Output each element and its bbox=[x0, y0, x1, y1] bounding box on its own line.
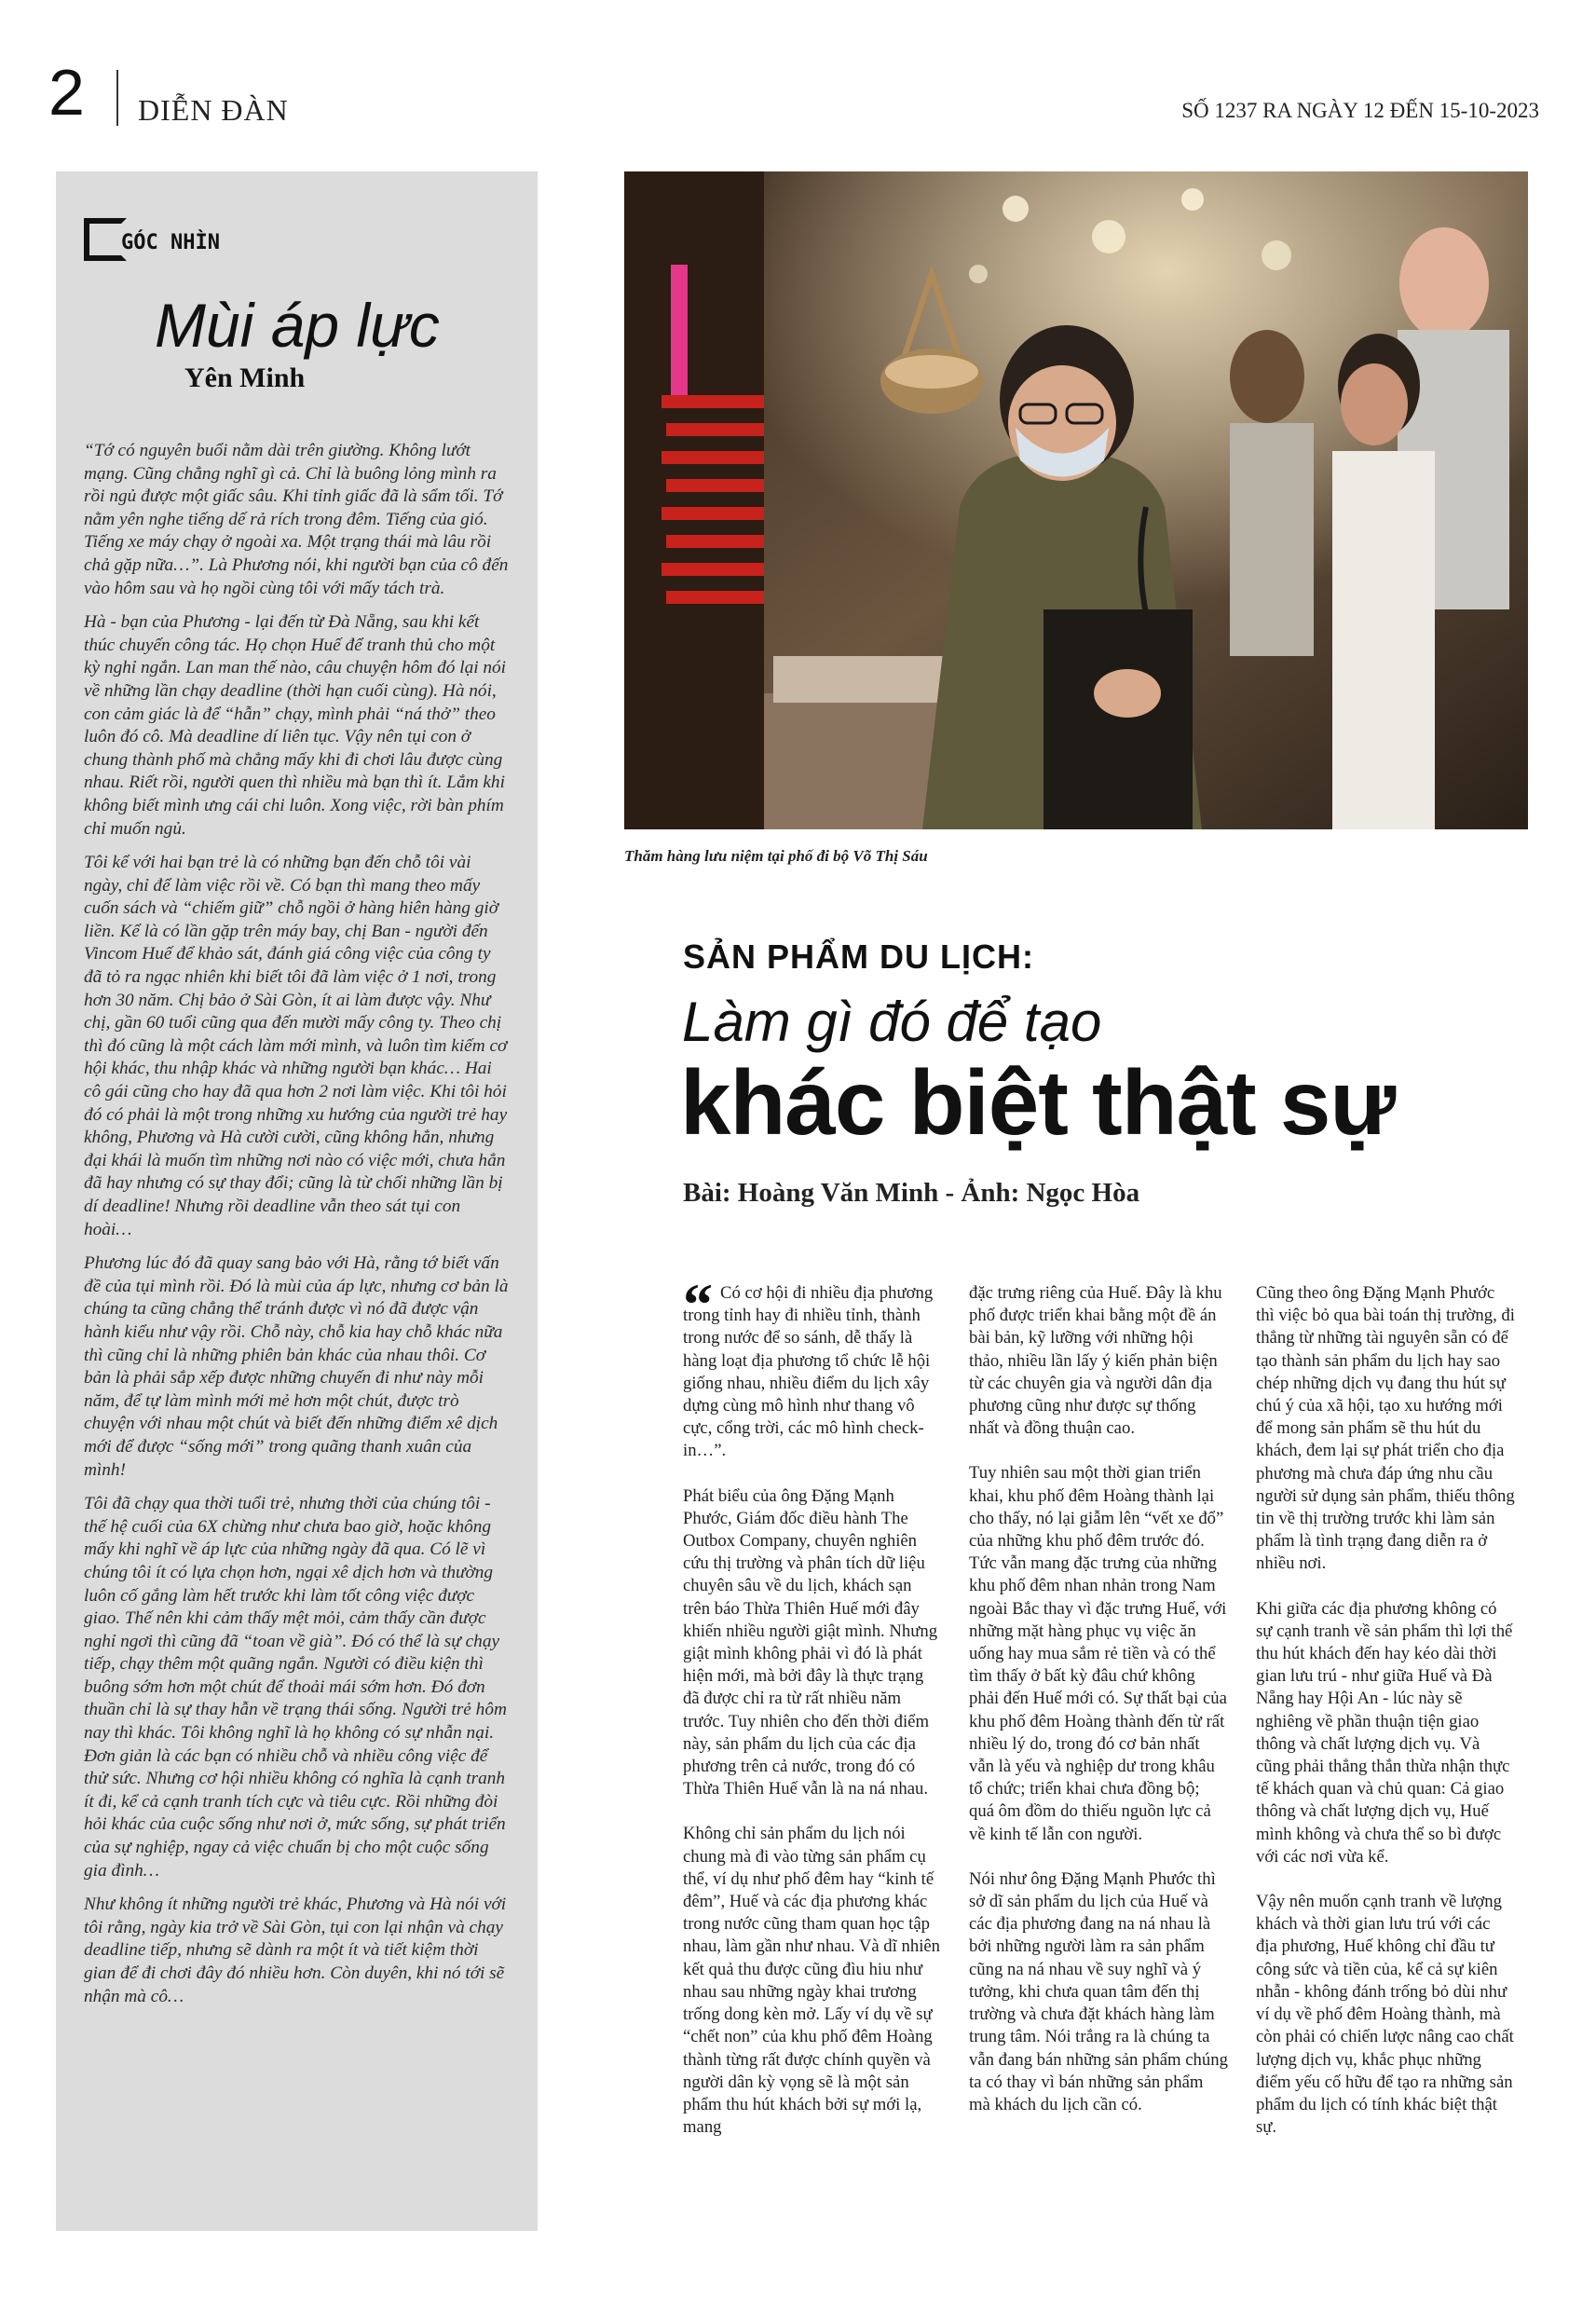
sidebar-body bbox=[84, 440, 510, 2008]
sidebar-author: Yên Minh bbox=[184, 363, 306, 393]
article-paragraph: đặc trưng riêng của Huế. Đây là khu phố được triển khai bằng một đề án bài bản, kỹ lưỡng với những hội thảo, nhiều lần lấy ý kiến phản biện từ các chuyên gia và người dân địa phương cũng như được sự thống nhất và đồng thuận cao. bbox=[969, 1283, 1222, 1439]
sidebar-paragraph: Tôi kể với hai bạn trẻ là có những bạn đến chỗ tôi vài ngày, chỉ để làm việc rồi về. Có bạn thì mang theo mấy cuốn sách và “chiếm giữ” chỗ ngồi ở hàng hiên hàng giờ liền. Kể là có lần gặp trên máy bay, chị Ban - người đến Vincom Huế để khảo sát, đánh giá công việc của công ty đã tỏ ra ngạc nhiên khi biết tôi đã làm việc ở 1 nơi, trong hơn 30 năm. Chị bảo ở Sài Gòn, ít ai làm được vậy. Như chị, gần 60 tuổi cũng qua đến mười mấy công ty. Theo chị thì đó cũng là một cách làm mới mình, và luôn tìm kiếm cơ hội khác, thu nhập khác và những người bạn khác… Hai cô gái cũng cho hay đã qua hơn 2 nơi làm việc. Khi tôi hỏi đó có phải là một trong những xu hướng của người trẻ hay không, Phương và Hà cười cười, cũng không hẳn, nhưng đại khái là muốn tìm những nơi nào có việc mới, chưa hẳn đã hay nhưng có sự thay đổi; cũng là từ chối những lần bị dí deadline! Nhưng rồi deadline vẫn theo sát tụi con hoài… bbox=[84, 853, 508, 1239]
article-paragraph: Vậy nên muốn cạnh tranh về lượng khách và thời gian lưu trú với các địa phương, Huế không chỉ đầu tư công sức và tiền của, kể cả sự kiên nhẫn - không đánh trống bỏ dùi như ví dụ về phố đêm Hoàng thành, mà còn phải có chiến lược nâng cao chất lượng dịch vụ, khắc phục những điểm yếu cố hữu để tạo ra những sản phẩm du lịch có tính khác biệt thật sự. bbox=[1256, 1892, 1514, 2138]
article-byline: Bài: Hoàng Văn Minh - Ảnh: Ngọc Hòa bbox=[683, 1178, 1140, 1208]
sidebar-paragraph: Tôi đã chạy qua thời tuổi trẻ, nhưng thời của chúng tôi - thế hệ cuối của 6X chừng như chưa bao giờ, hoặc không mấy khi nghĩ về áp lực của những ngày đã qua. Có lẽ vì chúng tôi ít có lựa chọn hơn, ngại xê dịch hơn và thường luôn cố gắng làm hết trước khi làm tốt công việc được giao. Thế nên khi cảm thấy mệt mỏi, cảm thấy cần được nghỉ ngơi thì cũng đã “toan về già”. Đó có thể là sự chạy tiếp, chạy thêm một quãng ngắn. Người có điều kiện thì buông sớm hơn một chút để thoải mái sớm hơn. Đó đơn thuần chỉ là sự thay hẫn về trạng thái sống. Người trẻ hôm nay thì khác. Tôi không nghĩ là họ không có sự nhẫn nại. Đơn giản là các bạn có nhiều chỗ và nhiều công việc để thử sức. Nhưng cơ hội nhiều không có nghĩa là cạnh tranh ít đi, kể cả cạnh tranh tích cực và tiêu cực. Rồi những đòi hỏi khác của cuộc sống như nơi ở, mức sống, sự phát triển của sự nghiệp, ngay cả việc chuẩn bị cho một cuộc sống gia đình… bbox=[84, 1494, 507, 1881]
article-paragraph: Phát biểu của ông Đặng Mạnh Phước, Giám đốc điều hành The Outbox Company, chuyên nghiên cứu thị trường và phân tích dữ liệu chuyên sâu về du lịch, khách sạn trên báo Thừa Thiên Huế mới đây khiến nhiều người giật mình. Nhưng giật mình không phải vì đó là phát hiện mới, mà bởi đây là thực trạng đã được chỉ ra từ rất nhiều năm trước. Tuy nhiên cho đến thời điểm này, sản phẩm du lịch của các địa phương trên cả nước, trong đó có Thừa Thiên Huế vẫn là na ná nhau. bbox=[683, 1485, 938, 1799]
sidebar-title: Mùi áp lực bbox=[155, 291, 440, 360]
market-photo bbox=[624, 171, 1528, 829]
sidebar-column bbox=[56, 171, 538, 2231]
market-photo-illustration bbox=[624, 171, 1528, 829]
article-column-3 bbox=[1256, 1282, 1515, 2161]
photo-caption: Thăm hàng lưu niệm tại phố đi bộ Võ Thị Sáu bbox=[624, 847, 928, 865]
section-name: DIỄN ĐÀN bbox=[138, 93, 289, 127]
article-kicker: SẢN PHẨM DU LỊCH: bbox=[683, 937, 1034, 976]
article-paragraph: Cũng theo ông Đặng Mạnh Phước thì việc bỏ qua bài toán thị trường, đi thẳng từ những tài nguyên sẵn có để tạo thành sản phẩm du lịch hay sao chép những dịch vụ đang thu hút sự chú ý của xã hội, tạo xu hướng mới để mong sản phẩm sẽ thu hút du khách, đem lại sự phát triển cho địa phương mà chưa đáp ứng nhu cầu người sử dụng sản phẩm, thiếu thông tin về thị trường trước khi làm sản phẩm là tình trạng đang diễn ra ở nhiều nơi. bbox=[1256, 1283, 1515, 1574]
page-header bbox=[48, 56, 1539, 130]
headline-line-2: khác biệt thật sự bbox=[680, 1051, 1396, 1154]
issue-info: SỐ 1237 RA NGÀY 12 ĐẾN 15-10-2023 bbox=[1181, 99, 1539, 122]
article-column-1 bbox=[683, 1271, 942, 2161]
article-paragraph: Khi giữa các địa phương không có sự cạnh tranh về sản phẩm thì lợi thế thu hút khách đến hay kéo dài thời gian lưu trú - như giữa Huế và Đà Nẵng hay Hội An - lúc này sẽ nghiêng về phần thuận tiện giao thông và chất lượng dịch vụ. Và cũng phải thẳng thắn thừa nhận thực tế khách quan và chủ quan: Cả giao thông và chất lượng dịch vụ, Huế mình không và chưa thể so bì được với các nơi vừa kể. bbox=[1256, 1598, 1513, 1867]
quote-mark-icon: “ bbox=[683, 1271, 713, 1337]
page-number: 2 bbox=[48, 56, 85, 129]
sidebar-paragraph: Phương lúc đó đã quay sang bảo với Hà, rằng tớ biết vấn đề của tụi mình rồi. Đó là mùi của áp lực, nhưng cơ bản là chúng ta cũng chẳng thể tránh được vì nó đã được vận hành kiểu như vậy rồi. Chỗ này, chỗ kia hay chỗ khác nữa thì cũng chỉ là những phiên bản khác của nhau thôi. Cơ bản là phải sắp xếp được những chuyến đi như này mỗi năm, để tự làm mình mới mẻ hơn một chút, được trò chuyện với nhau một chút và biết đến những điểm xê dịch mới để được “sống mới” trong quãng thanh xuân của mình! bbox=[84, 1253, 509, 1480]
sidebar-paragraph: Hà - bạn của Phương - lại đến từ Đà Nẵng, sau khi kết thúc chuyến công tác. Họ chọn Huế để tranh thủ cho một kỳ nghỉ ngắn. Lan man thế nào, câu chuyện hôm đó lại nói về những lần chạy deadline (thời hạn cuối cùng). Hà nói, con cảm giác là để “hẫn” chạy, mình phải “ná thở” theo luôn đó cô. Mà deadline dí liên tục. Vậy nên tụi con ở chung thành phố mà chẳng mấy khi đi chơi lâu được cùng nhau. Riết rồi, người quen thì nhiều mà bạn thì ít. Lắm khi không biết mình ưng cái chi luôn. Xong việc, rời bàn phím chỉ muốn ngủ. bbox=[84, 612, 507, 839]
headline-line-1: Làm gì đó để tạo bbox=[682, 991, 1102, 1053]
article-paragraph: Có cơ hội đi nhiều địa phương trong tỉnh hay đi nhiều tỉnh, thành trong nước để so sánh, dễ thấy là hàng loạt địa phương tổ chức lễ hội giống nhau, nhiều điểm du lịch xây dựng cùng mô hình như thang vô cực, cổng trời, các mô hình check-in…”. bbox=[683, 1283, 934, 1461]
article-column-2 bbox=[969, 1282, 1228, 2139]
sidebar-paragraph: Như không ít những người trẻ khác, Phương và Hà nói với tôi rằng, ngày kia trở về Sài Gòn, tụi con lại nhận và chạy deadline tiếp, nhưng sẽ dành ra một ít và tiết kiệm thời gian để đi chơi đây đó nhiều hơn. Còn duyên, khi nó tới sẽ nhận mà cô… bbox=[84, 1895, 507, 2006]
article-paragraph: Không chỉ sản phẩm du lịch nói chung mà đi vào từng sản phẩm cụ thể, ví dụ như phố đêm hay “kinh tế đêm”, Huế và các địa phương khác trong nước cũng tham quan học tập nhau, làm gần như nhau. Và dĩ nhiên kết quả thu được cũng đìu hiu như nhau sau những ngày khai trương trống dong kèn mở. Lấy ví dụ về sự “chết non” của khu phố đêm Hoàng thành từng rất được chính quyền và người dân kỳ vọng sẽ là một sản phẩm thu hút khách bởi sự mới lạ, mang bbox=[683, 1824, 941, 2138]
article-paragraph: Tuy nhiên sau một thời gian triển khai, khu phố đêm Hoàng thành lại cho thấy, nó lại giẫm lên “vết xe đổ” của những khu phố đêm trước đó. Tức vẫn mang đặc trưng của những khu phố đêm nhan nhản trong Nam ngoài Bắc thay vì đặc trưng Huế, với những mặt hàng phục vụ việc ăn uống hay mua sắm rẻ tiền và có thể tìm thấy ở bất kỳ đâu chứ không phải đến Huế mới có. Sự thất bại của khu phố đêm Hoàng thành đến từ rất nhiều lý do, trong đó cơ bản nhất vẫn là yếu và nghiệp dư trong khâu tổ chức; triển khai chưa đồng bộ; quá ôm đồm do thiếu nguồn lực cả về kinh tế lẫn con người. bbox=[969, 1463, 1227, 1844]
sidebar-paragraph: “Tớ có nguyên buổi nằm dài trên giường. Không lướt mạng. Cũng chẳng nghĩ gì cả. Chỉ là buông lỏng mình ra rồi ngủ được một giấc sâu. Khi tỉnh giấc đã là sẩm tối. Tớ nằm yên nghe tiếng dế rả rích trong đêm. Tiếng của gió. Tiếng xe máy chạy ở ngoài xa. Một trạng thái mà lâu rồi chả gặp nữa…”. Là Phương nói, khi người bạn của cô đến vào hôm sau và họ ngồi cùng tôi với mấy tách trà. bbox=[84, 441, 509, 598]
article-paragraph: Nói như ông Đặng Mạnh Phước thì sở dĩ sản phẩm du lịch của Huế và các địa phương đang na ná nhau là bởi những người làm ra sản phẩm cũng na ná nhau về suy nghĩ và ý tưởng, khi chưa quan tâm đến thị trường và chưa đặt khách hàng làm trung tâm. Nói trắng ra là chúng ta vẫn đang bán những sản phẩm chúng ta có thay vì bán những sản phẩm mà khách du lịch cần có. bbox=[969, 1868, 1228, 2114]
header-divider bbox=[116, 70, 118, 126]
column-label-text: GÓC NHÌN bbox=[121, 231, 220, 254]
column-label bbox=[84, 218, 510, 270]
